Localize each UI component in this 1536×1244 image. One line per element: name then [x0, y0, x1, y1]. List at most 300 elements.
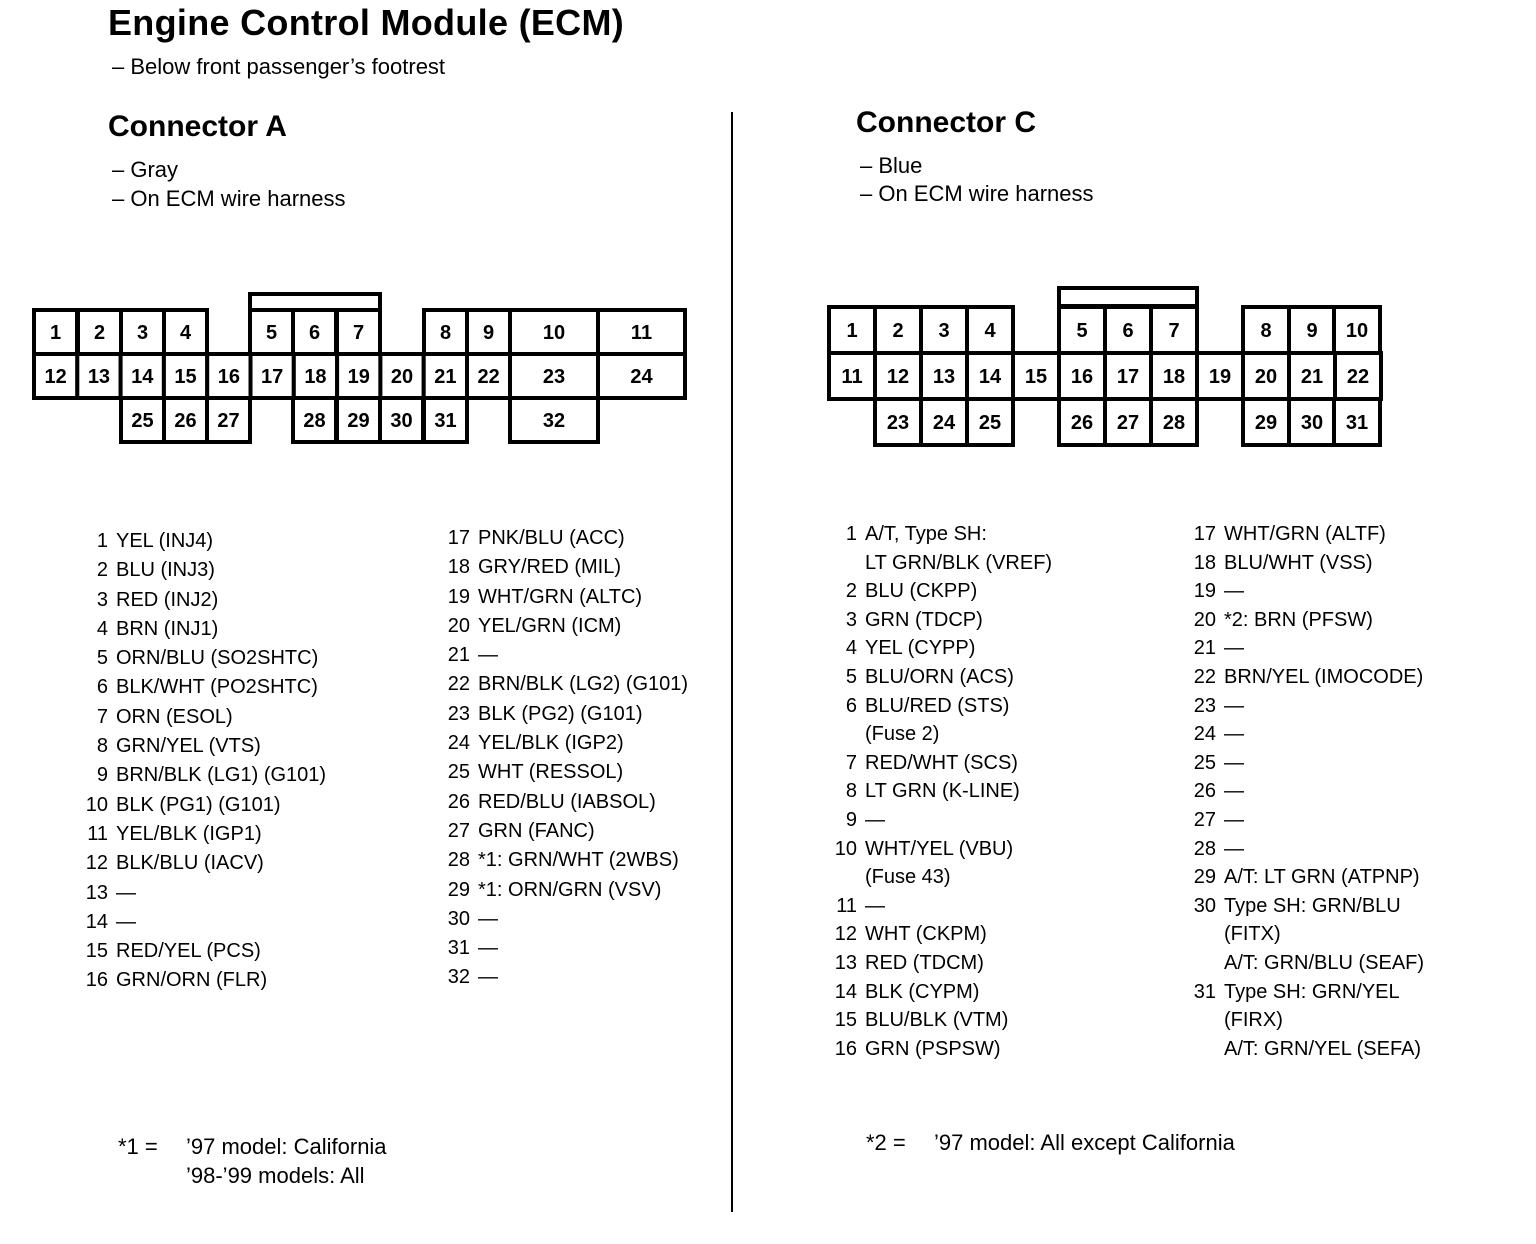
pin-description [478, 934, 498, 963]
pin-description-line: BLU/BLK (VTM) [865, 1009, 1009, 1032]
pin-description-line: RED/WHT (SCS) [865, 751, 1018, 774]
connector-a-pin-row [60, 820, 326, 849]
pin-description [478, 641, 498, 670]
connector-a-pin-row [60, 673, 326, 702]
pin-description-line: — [1224, 780, 1244, 803]
connector-c-pin-row [808, 749, 1052, 778]
pin-description [116, 937, 261, 966]
connector-c-pin-label-6: 6 [1122, 320, 1134, 342]
pin-description-line: BRN/BLK (LG2) (G101) [478, 673, 689, 696]
pin-description [478, 583, 642, 612]
pin-number: 13 [85, 881, 108, 904]
footnote-2 [866, 1128, 1235, 1157]
connector-c-pin-row [1162, 749, 1424, 778]
connector-c-pin-label-14: 14 [978, 366, 1002, 388]
pin-number: 27 [1193, 808, 1216, 831]
pin-description [1224, 806, 1244, 835]
pin-description-line: — [1224, 637, 1244, 660]
pin-number: 1 [96, 530, 108, 552]
pin-number: 12 [85, 852, 108, 875]
pin-description-line: YEL (INJ4) [116, 530, 214, 552]
pin-description-line: Type SH: GRN/YEL [1224, 980, 1400, 1003]
pin-number: 29 [447, 878, 470, 901]
connector-a-pin-row [60, 849, 326, 878]
connector-a-pin-label-2: 2 [93, 322, 106, 344]
connector-a-pin-label-19: 19 [347, 366, 370, 388]
pin-number: 23 [1193, 694, 1216, 717]
connector-a-pin-label-7: 7 [352, 322, 365, 344]
pin-description-line: BLU/RED (STS) [865, 694, 1010, 717]
connector-a-pin-label-23: 23 [542, 366, 566, 388]
connector-a-pin-row [420, 641, 688, 670]
connector-c-pin-row [808, 892, 1052, 921]
pin-description [478, 524, 625, 553]
connector-c-pin-label-11: 11 [841, 366, 863, 388]
pin-number: 17 [1193, 523, 1216, 545]
connector-c-pin-label-4: 4 [984, 320, 996, 342]
pin-number: 30 [447, 907, 470, 930]
pin-description-line: A/T: LT GRN (ATPNP) [1224, 866, 1420, 889]
pin-number: 17 [447, 527, 470, 549]
connector-c-pin-row [1162, 520, 1424, 549]
pin-description [865, 634, 975, 663]
pin-number: 21 [447, 644, 470, 667]
connector-c-pin-label-7: 7 [1168, 320, 1180, 342]
connector-a-pin-row [60, 732, 326, 761]
pin-description-line: BLK (CYPM) [865, 980, 980, 1003]
connector-c-pin-label-29: 29 [1254, 412, 1278, 434]
pin-number: 7 [845, 751, 857, 774]
connector-a-pin-row [60, 703, 326, 732]
connector-a-pin-row [420, 905, 688, 934]
connector-a-pin-row [60, 879, 326, 908]
pin-number: 21 [1193, 637, 1216, 660]
pin-description-line: BLK (PG1) (G101) [116, 793, 281, 816]
pin-description-line: LT GRN/BLK (VREF) [865, 551, 1053, 574]
connector-c-pin-row [808, 949, 1052, 978]
pin-number: 31 [447, 937, 470, 960]
pin-number: 2 [845, 580, 857, 603]
connector-a-pin-label-1: 1 [49, 322, 62, 344]
pin-description-line: Type SH: GRN/BLU [1224, 894, 1401, 917]
connector-c-pin-row [1162, 549, 1424, 578]
connector-c-pin-label-15: 15 [1024, 366, 1048, 388]
pin-description [478, 553, 621, 582]
connector-c-pin-label-20: 20 [1254, 366, 1278, 388]
connector-a-pin-label-13: 13 [87, 366, 111, 388]
pin-description [478, 788, 656, 817]
pin-description-line: BLK/WHT (PO2SHTC) [116, 676, 318, 699]
pin-description-line: GRN (FANC) [478, 819, 595, 842]
connector-c-pin-label-26: 26 [1070, 412, 1094, 434]
pin-number: 16 [85, 969, 108, 992]
pin-number: 28 [447, 849, 470, 872]
pin-description-line: RED/BLU (IABSOL) [478, 790, 656, 813]
pin-number: 7 [96, 705, 108, 728]
pin-description-line: (FITX) [1224, 923, 1281, 946]
pin-description-line: BLU/WHT (VSS) [1224, 551, 1373, 574]
pin-description [1224, 835, 1244, 864]
pin-number: 14 [85, 910, 108, 933]
pin-description-line: — [1224, 694, 1244, 717]
pin-description-line: RED/YEL (PCS) [116, 940, 261, 963]
connector-a-pin-list-1 [60, 527, 326, 996]
connector-a-pin-label-31: 31 [434, 410, 457, 432]
connector-a-pin-label-12: 12 [44, 366, 67, 388]
pin-description-line: GRY/RED (MIL) [478, 556, 621, 579]
connector-c-diagram [0, 0, 1536, 460]
pin-number: 19 [447, 585, 470, 608]
pin-description-line: BLU/ORN (ACS) [865, 665, 1014, 688]
connector-c-pin-label-5: 5 [1076, 320, 1088, 342]
connector-c-pin-row [1162, 863, 1424, 892]
connector-a-pin-label-24: 24 [630, 366, 653, 388]
pin-description [116, 820, 262, 849]
pin-description [865, 1035, 1001, 1064]
connector-a-pin-label-15: 15 [174, 366, 197, 388]
connector-a-pin-row [60, 908, 326, 937]
pin-description [865, 949, 984, 978]
pin-description-line: — [478, 937, 498, 960]
connector-c-pin-row [1162, 692, 1424, 721]
pin-description-line: BLK/BLU (IACV) [116, 852, 264, 875]
connector-a-pin-label-17: 17 [261, 366, 284, 388]
connector-c-pin-label-13: 13 [932, 366, 956, 388]
pin-description-line: — [1224, 837, 1244, 860]
connector-c-title: Connector C [856, 106, 1036, 139]
connector-c-pin-label-8: 8 [1260, 320, 1272, 342]
pin-number: 24 [1193, 723, 1216, 746]
pin-description-line: (Fuse 2) [865, 723, 940, 746]
connector-c-pin-label-31: 31 [1345, 412, 1369, 434]
connector-c-location: – On ECM wire harness [860, 181, 1094, 206]
connector-a-pin-row [60, 586, 326, 615]
connector-c-pin-label-30: 30 [1300, 412, 1324, 434]
connector-c-pin-row [1162, 892, 1424, 978]
pin-number: 5 [96, 647, 108, 670]
pin-description-line: BRN (INJ1) [116, 617, 219, 640]
pin-number: 6 [96, 676, 108, 699]
connector-a-pin-row [60, 791, 326, 820]
pin-number: 12 [834, 923, 857, 946]
pin-description-line: GRN (PSPSW) [865, 1037, 1001, 1060]
pin-number: 24 [447, 732, 470, 755]
connector-c-pin-list-1 [808, 520, 1052, 1063]
connector-a-pin-row [60, 966, 326, 995]
pin-description [1224, 749, 1244, 778]
connector-c-pin-label-23: 23 [886, 412, 910, 434]
pin-number: 6 [845, 694, 857, 717]
connector-a-pin-row [60, 556, 326, 585]
pin-description-line: — [478, 966, 498, 989]
pin-description [865, 806, 885, 835]
pin-description-line: — [1224, 751, 1244, 774]
connector-a-pin-label-21: 21 [434, 366, 457, 388]
connector-a-pin-label-11: 11 [630, 322, 653, 344]
pin-description-line: — [478, 907, 498, 930]
pin-description-line: BRN/YEL (IMOCODE) [1224, 665, 1424, 688]
pin-number: 11 [836, 894, 857, 917]
pin-description-line: YEL/GRN (ICM) [478, 614, 622, 637]
pin-description-line: — [1224, 808, 1244, 831]
connector-c-pin-row [808, 920, 1052, 949]
connector-a-pin-label-30: 30 [390, 410, 413, 432]
connector-c-pin-row [808, 1035, 1052, 1064]
pin-number: 31 [1193, 980, 1216, 1003]
pin-description [865, 606, 983, 635]
footnote-1 [118, 1132, 387, 1190]
pin-number: 27 [447, 819, 470, 842]
pin-number: 26 [1193, 780, 1216, 803]
pin-description [116, 879, 136, 908]
pin-description [478, 817, 595, 846]
pin-description-line: ORN/BLU (SO2SHTC) [116, 647, 319, 670]
connector-a-pin-label-16: 16 [217, 366, 240, 388]
connector-c-pin-label-3: 3 [938, 320, 950, 342]
pin-description-line: YEL/BLK (IGP1) [116, 822, 262, 845]
pin-number: 28 [1193, 837, 1216, 860]
connector-c-pin-row [808, 663, 1052, 692]
connector-c-pin-row [808, 634, 1052, 663]
connector-a-pin-row [420, 612, 688, 641]
connector-c-pin-row [808, 692, 1052, 749]
connector-a-pin-row [60, 937, 326, 966]
pin-number: 20 [447, 614, 470, 637]
connector-a-pin-label-28: 28 [303, 410, 326, 432]
pin-description [1224, 577, 1244, 606]
connector-c-pin-row [1162, 806, 1424, 835]
connector-c-pin-label-19: 19 [1208, 366, 1232, 388]
connector-c-pin-row [808, 777, 1052, 806]
pin-description [116, 615, 218, 644]
pin-description-line: WHT/GRN (ALTC) [478, 585, 643, 608]
pin-description [1224, 520, 1386, 549]
pin-description-line: — [478, 644, 498, 667]
pin-number: 4 [845, 637, 857, 660]
connector-a-pin-row [420, 700, 688, 729]
connector-c-pin-row [1162, 835, 1424, 864]
connector-a-pin-row [420, 934, 688, 963]
connector-a-pin-row [60, 644, 326, 673]
connector-a-pin-row [420, 729, 688, 758]
pin-description-line: WHT (RESSOL) [478, 761, 624, 784]
pin-description-line: GRN (TDCP) [865, 608, 983, 631]
pin-description-line: — [865, 894, 885, 917]
pin-description [478, 905, 498, 934]
pin-description [1224, 634, 1244, 663]
pin-description [478, 670, 688, 699]
pin-description-line: — [1224, 580, 1244, 603]
pin-description-line: GRN/YEL (VTS) [116, 735, 261, 758]
connector-a-title: Connector A [108, 110, 287, 143]
pin-description [478, 758, 623, 787]
connector-c-pin-label-25: 25 [978, 412, 1002, 434]
connector-c-pin-row [1162, 634, 1424, 663]
connector-c-pin-row [808, 1006, 1052, 1035]
connector-c-pin-row [808, 577, 1052, 606]
connector-a-pin-label-20: 20 [390, 366, 414, 388]
pin-description [865, 777, 1020, 806]
pin-description-line: — [865, 808, 885, 831]
pin-number: 9 [845, 808, 857, 831]
pin-description-line: PNK/BLU (ACC) [478, 527, 625, 549]
pin-description-line: YEL (CYPP) [865, 637, 976, 660]
pin-description-line: (Fuse 43) [865, 866, 951, 889]
connector-a-pin-row [60, 615, 326, 644]
pin-description [865, 663, 1014, 692]
pin-description [116, 791, 281, 820]
pin-description [116, 732, 261, 761]
pin-description-line: A/T: GRN/YEL (SEFA) [1224, 1037, 1422, 1060]
footnote-2-mark: *2 = [866, 1130, 906, 1155]
pin-description-line: *1: GRN/WHT (2WBS) [478, 849, 679, 872]
pin-description-line: WHT/YEL (VBU) [865, 837, 1014, 860]
pin-description [1224, 549, 1373, 578]
pin-number: 3 [96, 588, 108, 611]
pin-description-line: YEL/BLK (IGP2) [478, 732, 624, 755]
connector-c-pin-label-2: 2 [892, 320, 904, 342]
pin-description [116, 556, 215, 585]
pin-description [116, 849, 264, 878]
pin-description-line: BLK (PG2) (G101) [478, 702, 643, 725]
connector-a-pin-row [420, 846, 688, 875]
connector-c-pin-row [1162, 978, 1424, 1064]
pin-number: 11 [87, 822, 108, 845]
pin-description [1224, 892, 1424, 978]
pin-number: 19 [1193, 580, 1216, 603]
pin-description [478, 729, 624, 758]
connector-a-pin-row [420, 788, 688, 817]
footnote-1-line-2: ’98-’99 models: All [186, 1163, 365, 1188]
connector-a-pin-row [420, 583, 688, 612]
connector-c-pin-label-18: 18 [1162, 366, 1186, 388]
pin-number: 8 [96, 735, 108, 758]
page-title: Engine Control Module (ECM) [108, 2, 625, 43]
connector-a-pin-label-26: 26 [174, 410, 197, 432]
pin-description [478, 700, 643, 729]
connector-a-pin-label-32: 32 [542, 410, 566, 432]
connector-c-pin-row [808, 606, 1052, 635]
connector-c-pin-label-24: 24 [932, 412, 956, 434]
connector-c-color: – Blue [860, 153, 923, 178]
connector-a-color: – Gray [112, 157, 179, 182]
connector-c-pin-label-28: 28 [1162, 412, 1186, 434]
connector-a-pin-row [420, 758, 688, 787]
connector-a-pin-row [60, 761, 326, 790]
pin-number: 3 [845, 608, 857, 631]
pin-description-line: BRN/BLK (LG1) (G101) [116, 764, 327, 787]
connector-c-pin-label-10: 10 [1345, 320, 1369, 342]
pin-description [116, 586, 218, 615]
pin-description-line: RED (INJ2) [116, 588, 219, 611]
pin-number: 20 [1193, 608, 1216, 631]
pin-number: 18 [447, 556, 470, 579]
pin-description [1224, 720, 1244, 749]
pin-description [116, 527, 213, 556]
pin-description [1224, 692, 1244, 721]
pin-description [865, 835, 1013, 892]
pin-description [865, 1006, 1008, 1035]
connector-a-pin-row [420, 524, 688, 553]
connector-c-pin-label-17: 17 [1116, 366, 1140, 388]
connector-c-pin-label-9: 9 [1306, 320, 1318, 342]
pin-number: 16 [834, 1037, 857, 1060]
connector-a-pin-label-8: 8 [439, 322, 452, 344]
pin-number: 15 [834, 1009, 857, 1032]
pin-description-line: — [116, 881, 136, 904]
connector-a-pin-label-18: 18 [304, 366, 327, 388]
pin-number: 22 [447, 673, 470, 696]
pin-number: 25 [447, 761, 470, 784]
pin-description [478, 963, 498, 992]
connector-c-pin-row [1162, 663, 1424, 692]
connector-c-pin-label-1: 1 [846, 320, 858, 342]
pin-description [1224, 606, 1373, 635]
pin-number: 2 [96, 559, 108, 582]
pin-number: 10 [834, 837, 857, 860]
connector-a-pin-label-25: 25 [131, 410, 154, 432]
pin-description-line: — [1224, 723, 1244, 746]
pin-number: 13 [834, 951, 857, 974]
pin-number: 4 [96, 617, 108, 640]
pin-number: 22 [1193, 665, 1216, 688]
pin-description [116, 966, 267, 995]
pin-description [865, 520, 1052, 577]
connector-a-pin-label-22: 22 [477, 366, 500, 388]
pin-description-line: ORN (ESOL) [116, 705, 233, 728]
pin-description-line: A/T, Type SH: [865, 523, 987, 545]
connector-c-key-tab [1059, 288, 1197, 306]
connector-c-pin-label-16: 16 [1070, 366, 1094, 388]
pin-description [478, 612, 621, 641]
pin-description-line: BLU (INJ3) [116, 559, 215, 582]
pin-description-line: RED (TDCM) [865, 951, 984, 974]
pin-number: 1 [845, 523, 857, 545]
pin-description [116, 761, 326, 790]
pin-description [116, 644, 318, 673]
pin-description [1224, 777, 1244, 806]
pin-description [1224, 663, 1423, 692]
pin-description [865, 892, 885, 921]
pin-description-line: (FIRX) [1224, 1009, 1283, 1032]
pin-number: 8 [845, 780, 857, 803]
connector-c-pin-list-2 [1162, 520, 1424, 1063]
connector-a-pin-label-29: 29 [347, 410, 370, 432]
pin-description-line: LT GRN (K-LINE) [865, 780, 1020, 803]
pin-number: 25 [1193, 751, 1216, 774]
pin-number: 14 [834, 980, 857, 1003]
pin-number: 29 [1193, 866, 1216, 889]
connector-c-pin-row [1162, 577, 1424, 606]
connector-a-pin-label-10: 10 [542, 322, 566, 344]
connector-a-pin-row [420, 553, 688, 582]
pin-description [116, 908, 136, 937]
pin-description-line: BLU (CKPP) [865, 580, 978, 603]
connector-a-pin-list-2 [420, 524, 688, 993]
connector-c-pin-row [808, 806, 1052, 835]
pin-number: 18 [1193, 551, 1216, 574]
connector-c-pin-row [808, 835, 1052, 892]
pin-description-line: *2: BRN (PFSW) [1224, 608, 1373, 631]
connector-c-pin-row [1162, 777, 1424, 806]
connector-c-pin-row [1162, 606, 1424, 635]
connector-c-pin-label-21: 21 [1300, 366, 1324, 388]
pin-number: 9 [96, 764, 108, 787]
pin-description [116, 673, 318, 702]
pin-description [865, 920, 987, 949]
connector-c-pin-row [808, 978, 1052, 1007]
pin-number: 26 [447, 790, 470, 813]
